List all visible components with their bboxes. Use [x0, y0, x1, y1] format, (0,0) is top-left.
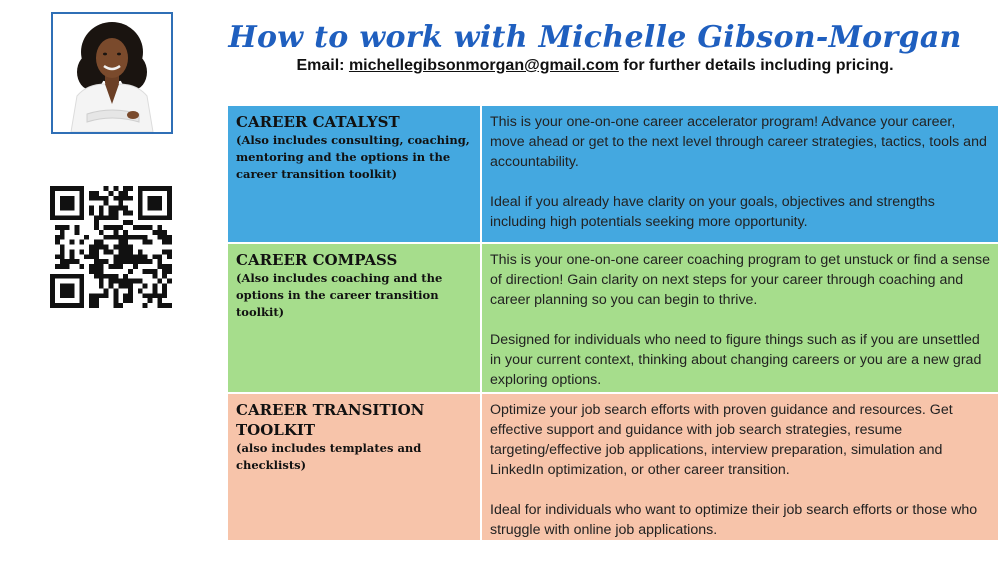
- email-suffix: for further details including pricing.: [623, 57, 894, 74]
- program-description: This is your one-on-one career coaching program to get unstuck or find a sense of direction! Gain clarity on next steps for your career through coaching and career planning so you can begin to thrive.: [490, 252, 990, 308]
- program-description: This is your one-on-one career accelerator program! Advance your career, move ahead or get to the next level through career strategies, tactics, tools and accountability.: [490, 114, 987, 170]
- portrait-image: [53, 14, 171, 132]
- program-includes: (Also includes coaching and the options in the career transition toolkit): [236, 271, 443, 319]
- program-ideal-for: Ideal if you already have clarity on your goals, objectives and strengths including high potentials seeking more opportunity.: [490, 194, 935, 230]
- email-link[interactable]: michellegibsonmorgan@gmail.com: [348, 57, 619, 74]
- program-ideal-for: Designed for individuals who need to figure things such as if you are unsettled in your current context, thinking about changing careers or you are a new grad exploring options.: [490, 332, 982, 388]
- program-description-cell: [482, 106, 998, 242]
- program-name: CAREER CATALYST: [236, 113, 400, 131]
- qr-code-icon[interactable]: [50, 186, 172, 308]
- page-title: How to work with Michelle Gibson-Morgan: [228, 20, 962, 55]
- program-ideal-for: Ideal for individuals who want to optimize their job search efforts or those who struggle with online job applications.: [490, 502, 978, 538]
- program-description: Optimize your job search efforts with proven guidance and resources. Get effective support and guidance with job search strategies, resume targeting/effective job applications, interview preparation, simulation and LinkedIn optimization, or other career transition.: [490, 402, 953, 478]
- email-line: [190, 57, 1000, 75]
- email-label: Email:: [296, 57, 345, 74]
- program-name: CAREER TRANSITION TOOLKIT: [236, 401, 425, 439]
- program-includes: (Also includes consulting, coaching, mentoring and the options in the career transition toolkit): [236, 133, 470, 181]
- program-row-career-catalyst: [228, 106, 998, 244]
- program-description-cell: [482, 394, 998, 540]
- profile-photo: [51, 12, 173, 134]
- program-label-cell: [228, 244, 482, 392]
- program-row-career-transition-toolkit: [228, 394, 998, 540]
- program-table: [228, 106, 998, 540]
- program-includes: (also includes templates and checklists): [236, 441, 422, 472]
- program-row-career-compass: [228, 244, 998, 394]
- program-name: CAREER COMPASS: [236, 251, 398, 269]
- program-description-cell: [482, 244, 998, 392]
- program-label-cell: [228, 394, 482, 540]
- program-label-cell: [228, 106, 482, 242]
